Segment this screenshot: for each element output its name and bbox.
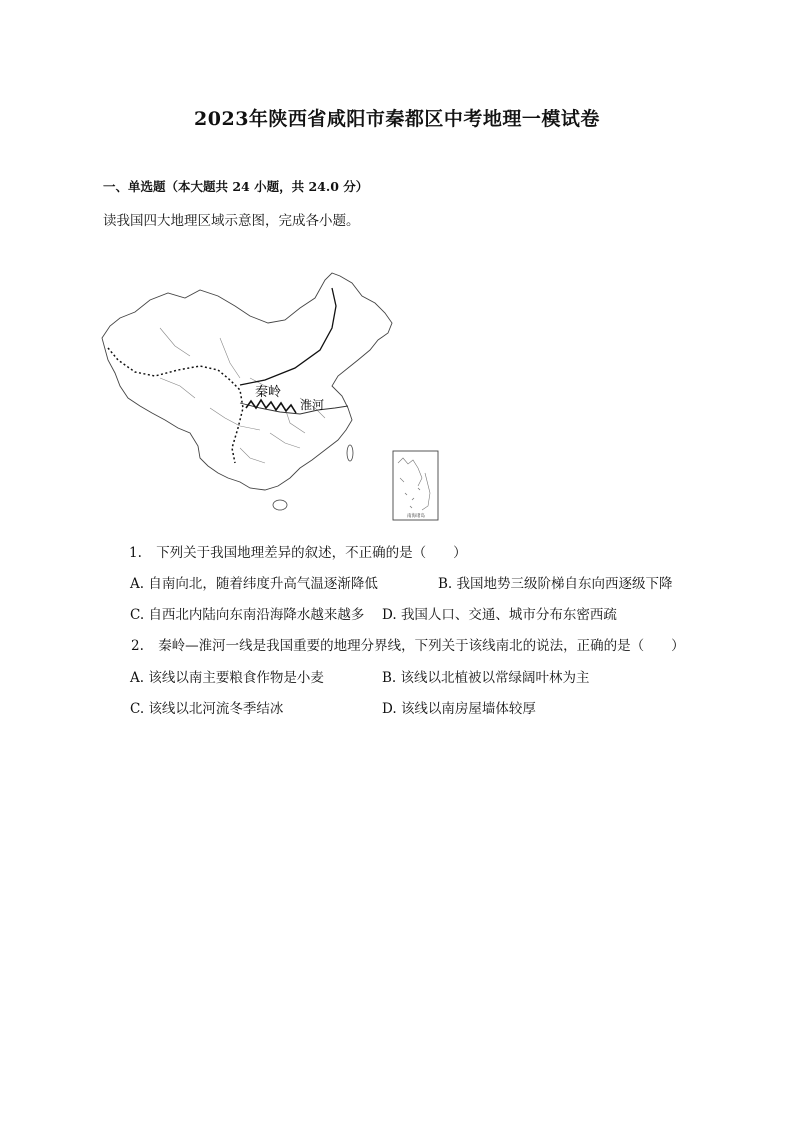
- option-letter: B.: [438, 576, 453, 592]
- question-group-intro: 读我国四大地理区域示意图，完成各小题。: [103, 213, 360, 229]
- option-text: 该线以北植被以常绿阔叶林为主: [400, 670, 590, 686]
- option-text: 该线以北河流冬季结冰: [148, 701, 284, 717]
- taiwan-island: [347, 445, 353, 461]
- inset-caption: 南海诸岛: [407, 514, 425, 519]
- option-letter: B.: [382, 670, 397, 686]
- option-text: 我国人口、交通、城市分布东密西疏: [400, 607, 617, 623]
- option-1d[interactable]: [382, 603, 617, 623]
- option-letter: D.: [382, 607, 397, 623]
- map-label-huaihe: 淮河: [300, 398, 325, 412]
- option-text: 自西北内陆向东南沿海降水越来越多: [148, 607, 365, 623]
- question-1: [129, 541, 467, 561]
- option-letter: A.: [130, 576, 145, 592]
- option-letter: D.: [382, 701, 397, 717]
- option-letter: A.: [130, 670, 145, 686]
- option-1a[interactable]: [130, 572, 378, 592]
- question-number: 2.: [131, 638, 144, 654]
- qinghai-tibet-boundary-line: [108, 348, 243, 463]
- option-letter: C.: [130, 701, 145, 717]
- china-outline: [102, 273, 392, 490]
- option-text: 自南向北，随着纬度升高气温逐渐降低: [148, 576, 378, 592]
- question-2: [131, 634, 685, 654]
- question-stem: 下列关于我国地理差异的叙述，不正确的是（ ）: [156, 545, 467, 561]
- option-letter: C.: [130, 607, 145, 623]
- option-2d[interactable]: [382, 697, 536, 717]
- question-stem: 秦岭—淮河一线是我国重要的地理分界线，下列关于该线南北的说法，正确的是（ ）: [158, 638, 685, 654]
- northwest-boundary-line: [240, 288, 336, 385]
- china-regions-map: [100, 268, 445, 523]
- option-text: 该线以南房屋墙体较厚: [400, 701, 536, 717]
- option-2b[interactable]: [382, 666, 590, 686]
- option-text: 我国地势三级阶梯自东向西逐级下降: [456, 576, 673, 592]
- option-2c[interactable]: [130, 697, 283, 717]
- page-title: 2023年陕西省咸阳市秦都区中考地理一模试卷: [194, 108, 600, 130]
- option-2a[interactable]: [130, 666, 324, 686]
- question-number: 1.: [129, 545, 142, 561]
- hainan-island: [273, 500, 287, 510]
- option-text: 该线以南主要粮食作物是小麦: [148, 670, 324, 686]
- section-heading: 一、单选题（本大题共 24 小题，共 24.0 分）: [103, 179, 369, 194]
- option-1c[interactable]: [130, 603, 364, 623]
- map-label-qinling: 秦岭: [255, 385, 282, 400]
- option-1b[interactable]: [438, 572, 673, 592]
